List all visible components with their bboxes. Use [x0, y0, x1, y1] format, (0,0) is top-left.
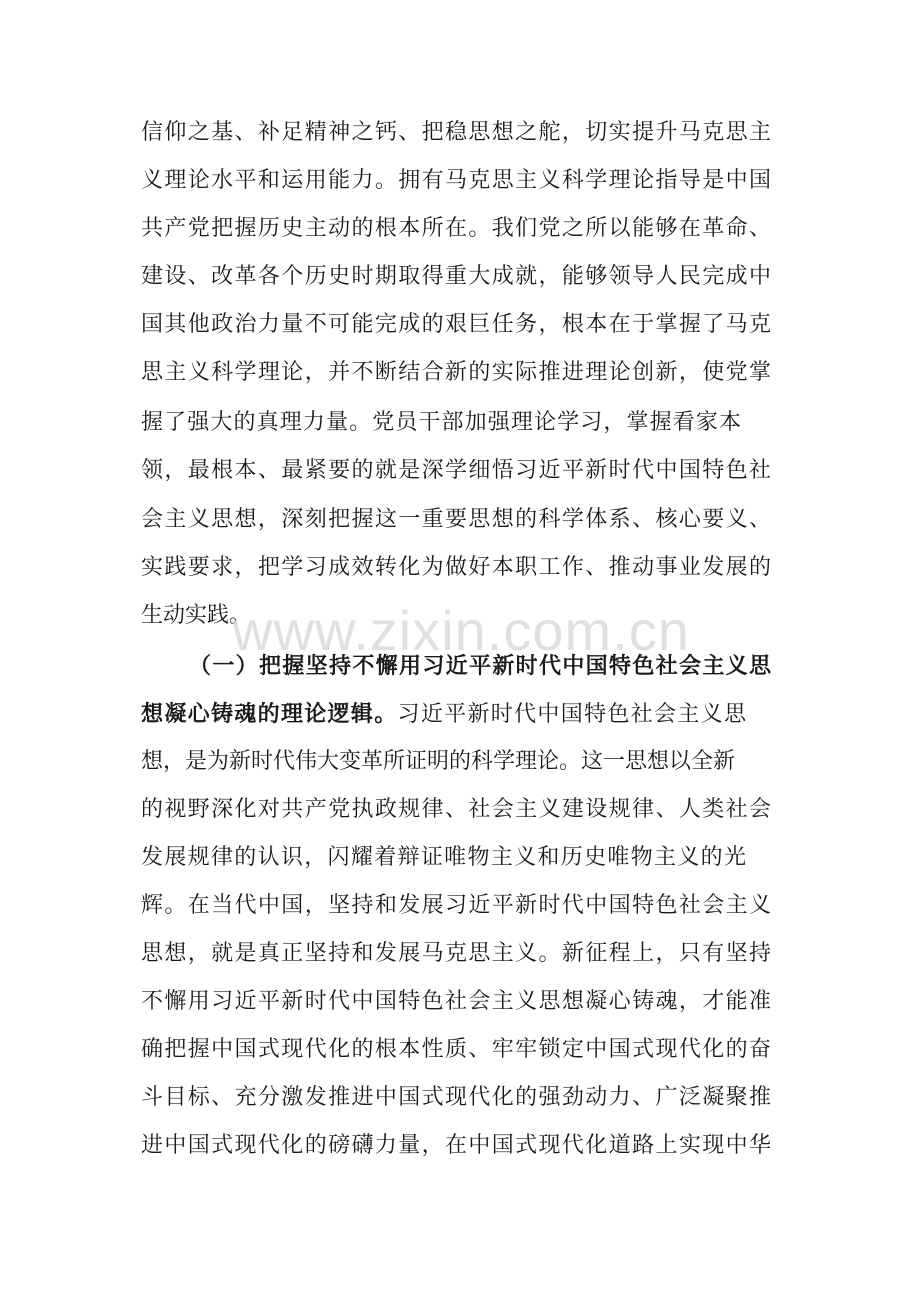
- text-run: 习近平新时代中国特色社会主义思: [397, 702, 746, 727]
- section-heading-end: 想凝心铸魂的理论逻辑。: [141, 701, 398, 727]
- text-line: [141, 698, 746, 730]
- text-line: 实践要求，把学习成效转化为做好本职工作、推动事业发展的: [141, 555, 771, 580]
- text-line: 思主义科学理论，并不断结合新的实际推进理论创新，使党掌: [141, 360, 771, 385]
- text-line: 进中国式现代化的磅礴力量，在中国式现代化道路上实现中华: [141, 1133, 771, 1158]
- text-line: 信仰之基、补足精神之钙、把稳思想之舵，切实提升马克思主: [141, 120, 771, 145]
- text-line: 会主义思想，深刻把握这一重要思想的科学体系、核心要义、: [141, 507, 771, 532]
- text-line: 握了强大的真理力量。党员干部加强理论学习，掌握看家本: [141, 410, 741, 435]
- text-line: 斗目标、充分激发推进中国式现代化的强劲动力、广泛凝聚推: [141, 1085, 771, 1110]
- text-line: 国其他政治力量不可能完成的艰巨任务，根本在于掌握了马克: [141, 312, 771, 337]
- text-line: 共产党把握历史主动的根本所在。我们党之所以能够在革命、: [141, 216, 771, 241]
- text-line: 不懈用习近平新时代中国特色社会主义思想凝心铸魂，才能准: [141, 989, 771, 1014]
- text-line: 思想，就是真正坚持和发展马克思主义。新征程上，只有坚持: [141, 941, 771, 966]
- text-line: 义理论水平和运用能力。拥有马克思主义科学理论指导是中国: [141, 168, 771, 193]
- text-line: 生动实践。: [141, 603, 252, 628]
- text-line: 领，最根本、最紧要的就是深学细悟习近平新时代中国特色社: [141, 458, 771, 483]
- text-line: 建设、改革各个历史时期取得重大成就，能够领导人民完成中: [141, 264, 771, 289]
- text-line: 想，是为新时代伟大变革所证明的科学理论。这一思想以全新: [141, 749, 736, 774]
- section-heading: （一）把握坚持不懈用习近平新时代中国特色社会主义思: [189, 653, 771, 679]
- text-line: 辉。在当代中国，坚持和发展习近平新时代中国特色社会主义: [141, 893, 771, 918]
- text-line: 确把握中国式现代化的根本性质、牢牢锁定中国式现代化的奋: [141, 1037, 771, 1062]
- watermark: www.zixin.com.cn: [232, 599, 690, 662]
- text-line: 的视野深化对共产党执政规律、社会主义建设规律、人类社会: [141, 797, 771, 822]
- text-line: 发展规律的认识，闪耀着辩证唯物主义和历史唯物主义的光: [141, 845, 746, 870]
